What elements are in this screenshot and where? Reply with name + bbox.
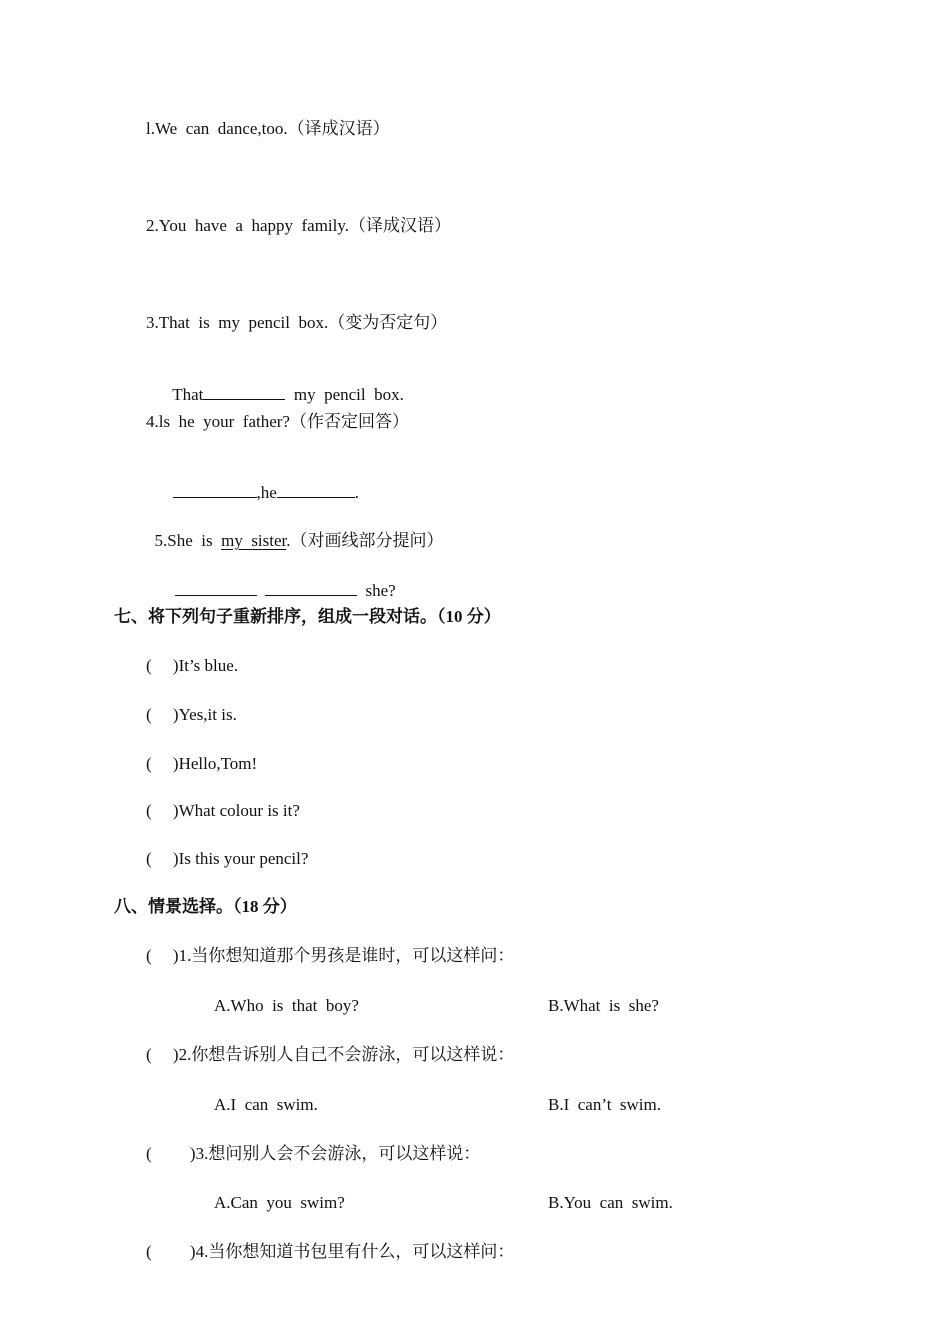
- question-5-answer: [166, 557, 396, 602]
- ordering-item: ( )Yes,it is.: [146, 705, 237, 724]
- question-3: 3.That is my pencil box.（变为否定句）: [146, 313, 448, 332]
- ordering-item: ( )Hello,Tom!: [146, 754, 258, 773]
- answer-blank[interactable]: [203, 383, 285, 400]
- question-5: [146, 508, 444, 552]
- option-b[interactable]: B.You can swim.: [548, 1193, 673, 1212]
- question-2: 2.You have a happy family.（译成汉语）: [146, 216, 452, 235]
- choice-question-stem: ( )1.当你想知道那个男孩是谁时，可以这样问：: [146, 946, 515, 965]
- answer-blank[interactable]: [265, 579, 357, 596]
- option-a[interactable]: A.Who is that boy?: [214, 996, 359, 1015]
- underlined-phrase: my sister: [221, 531, 287, 550]
- answer-mid: ,he: [256, 483, 277, 502]
- answer-blank[interactable]: [173, 481, 257, 498]
- answer-prefix: That: [172, 385, 204, 404]
- ordering-item: ( )Is this your pencil?: [146, 849, 309, 868]
- answer-end: she?: [357, 581, 396, 600]
- option-a[interactable]: A.I can swim.: [214, 1095, 318, 1114]
- answer-blank[interactable]: [175, 579, 257, 596]
- choice-question-stem: ( )4.当你想知道书包里有什么，可以这样问：: [146, 1242, 515, 1261]
- answer-end: .: [354, 483, 360, 502]
- ordering-item: ( )What colour is it?: [146, 801, 300, 820]
- question-1: l.We can dance,too.（译成汉语）: [146, 119, 390, 138]
- question-4-answer: [164, 459, 359, 504]
- ordering-item: ( )It’s blue.: [146, 656, 239, 675]
- answer-blank[interactable]: [277, 481, 355, 498]
- section-8-heading: 八、情景选择。（18 分）: [114, 897, 297, 916]
- section-7-heading: 七、将下列句子重新排序，组成一段对话。（10 分）: [114, 607, 501, 626]
- choice-question-stem: ( )3.想问别人会不会游泳，可以这样说：: [146, 1144, 481, 1163]
- option-b[interactable]: B.What is she?: [548, 996, 659, 1015]
- question-5-suffix: .（对画线部分提问）: [286, 531, 444, 550]
- question-4: 4.ls he your father?（作否定回答）: [146, 412, 409, 431]
- choice-question-stem: ( )2.你想告诉别人自己不会游泳，可以这样说：: [146, 1045, 515, 1064]
- question-5-prefix: 5.She is: [154, 531, 222, 550]
- answer-suffix: my pencil box.: [285, 385, 404, 404]
- option-a[interactable]: A.Can you swim?: [214, 1193, 345, 1212]
- option-b[interactable]: B.I can’t swim.: [548, 1095, 662, 1114]
- question-3-answer: [164, 361, 404, 406]
